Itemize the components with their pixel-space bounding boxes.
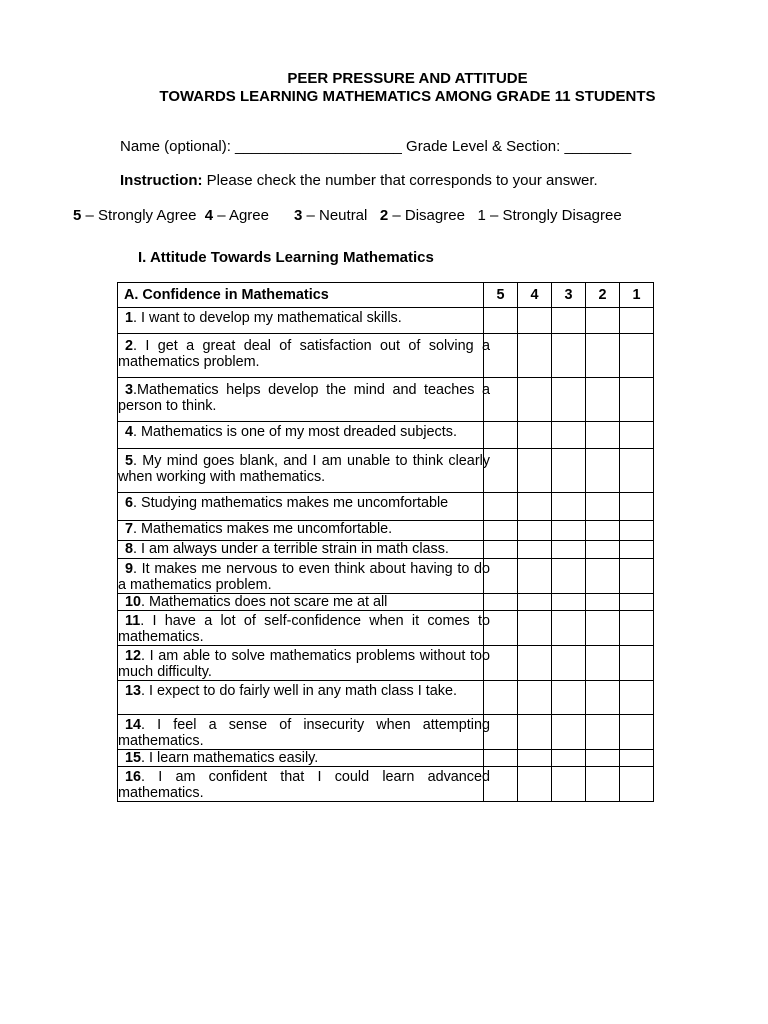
rating-checkbox-3[interactable] (552, 646, 586, 681)
rating-checkbox-1[interactable] (620, 308, 654, 334)
question-text: . I learn mathematics easily. (141, 750, 319, 766)
question-text: . It makes me nervous to even think about having to do a mathematics problem. (118, 561, 490, 593)
question-cell (118, 646, 490, 681)
rating-checkbox-2[interactable] (586, 493, 620, 521)
scale-5-num: 5 (73, 207, 82, 224)
rating-checkbox-2[interactable] (586, 750, 620, 767)
rating-checkbox-4[interactable] (518, 750, 552, 767)
question-cell (118, 449, 490, 493)
question-number: 9 (125, 561, 134, 577)
column-header-2: 2 (586, 283, 620, 308)
question-text: . I am able to solve mathematics problems without too much difficulty. (118, 648, 490, 680)
scale-4-num: 4 (204, 207, 214, 224)
page-title: PEER PRESSURE AND ATTITUDE (287, 70, 528, 87)
table-row (118, 422, 654, 449)
rating-checkbox-1[interactable] (620, 594, 654, 611)
question-text: .Mathematics helps develop the mind and teaches a person to think. (118, 382, 490, 414)
question-number: 1 (125, 310, 134, 326)
question-number: 13 (125, 683, 142, 699)
rating-checkbox-3[interactable] (552, 611, 586, 646)
question-text: . I get a great deal of satisfaction out of solving a mathematics problem. (118, 338, 490, 370)
page-subtitle: TOWARDS LEARNING MATHEMATICS AMONG GRADE 11 STUDENTS (159, 88, 656, 105)
rating-checkbox-4[interactable] (518, 422, 552, 449)
question-number: 14 (125, 717, 142, 733)
rating-checkbox-4[interactable] (518, 767, 552, 802)
rating-checkbox-5[interactable] (484, 681, 518, 715)
table-row (118, 767, 654, 802)
rating-checkbox-3[interactable] (552, 767, 586, 802)
rating-checkbox-3[interactable] (552, 493, 586, 521)
table-row (118, 449, 654, 493)
instruction-line (120, 172, 598, 189)
question-cell (118, 308, 484, 334)
question-number: 16 (125, 769, 142, 785)
question-text: . My mind goes blank, and I am unable to think clearly when working with mathematics. (118, 453, 490, 485)
question-number: 15 (125, 750, 142, 766)
questionnaire-table (117, 282, 654, 802)
question-text: . I am confident that I could learn advanced mathematics. (118, 769, 490, 801)
rating-checkbox-4[interactable] (518, 559, 552, 594)
scale-5-text: – Strongly Agree (81, 207, 205, 224)
question-number: 3 (125, 382, 134, 398)
rating-checkbox-2[interactable] (586, 681, 620, 715)
rating-checkbox-5[interactable] (484, 521, 518, 541)
question-cell (118, 715, 490, 750)
rating-checkbox-2[interactable] (586, 449, 620, 493)
question-cell (118, 334, 490, 378)
rating-checkbox-2[interactable] (586, 521, 620, 541)
rating-checkbox-1[interactable] (620, 541, 654, 559)
rating-checkbox-2[interactable] (586, 334, 620, 378)
rating-checkbox-1[interactable] (620, 681, 654, 715)
rating-checkbox-3[interactable] (552, 715, 586, 750)
table-header-category: A. Confidence in Mathematics (118, 283, 484, 308)
table-row (118, 521, 654, 541)
rating-checkbox-1[interactable] (620, 750, 654, 767)
rating-checkbox-5[interactable] (484, 493, 518, 521)
question-number: 6 (125, 495, 134, 511)
question-cell (118, 559, 490, 594)
rating-checkbox-2[interactable] (586, 646, 620, 681)
rating-checkbox-5[interactable] (484, 750, 518, 767)
table-row (118, 308, 654, 334)
rating-checkbox-3[interactable] (552, 559, 586, 594)
rating-checkbox-3[interactable] (552, 422, 586, 449)
question-number: 11 (125, 613, 141, 629)
question-number: 5 (125, 453, 134, 469)
column-header-3: 3 (552, 283, 586, 308)
scale-3-num: 3 (293, 207, 303, 224)
question-text: . I want to develop my mathematical skills. (133, 310, 402, 326)
rating-checkbox-4[interactable] (518, 334, 552, 378)
rating-checkbox-3[interactable] (552, 334, 586, 378)
rating-checkbox-4[interactable] (518, 521, 552, 541)
rating-checkbox-2[interactable] (586, 378, 620, 422)
rating-checkbox-1[interactable] (620, 422, 654, 449)
rating-checkbox-2[interactable] (586, 594, 620, 611)
rating-checkbox-4[interactable] (518, 541, 552, 559)
column-header-5: 5 (484, 283, 518, 308)
question-number: 7 (125, 521, 134, 537)
question-number: 8 (125, 541, 134, 557)
scale-1-text: 1 – Strongly Disagree (477, 207, 622, 224)
rating-checkbox-5[interactable] (484, 541, 518, 559)
rating-checkbox-5[interactable] (484, 422, 518, 449)
rating-checkbox-3[interactable] (552, 378, 586, 422)
question-text: . I expect to do fairly well in any math class I take. (141, 683, 457, 699)
question-text: . Studying mathematics makes me uncomfortable (133, 495, 449, 511)
rating-checkbox-4[interactable] (518, 681, 552, 715)
rating-checkbox-1[interactable] (620, 334, 654, 378)
table-header-row (118, 283, 654, 308)
table-row (118, 541, 654, 559)
rating-checkbox-1[interactable] (620, 559, 654, 594)
rating-checkbox-1[interactable] (620, 449, 654, 493)
question-text: . I feel a sense of insecurity when attempting mathematics. (118, 717, 490, 749)
name-and-grade-line: Name (optional): ____________________ Grade Level & Section: ________ (120, 138, 632, 155)
table-row (118, 715, 654, 750)
rating-checkbox-1[interactable] (620, 646, 654, 681)
rating-checkbox-4[interactable] (518, 611, 552, 646)
rating-checkbox-3[interactable] (552, 750, 586, 767)
question-number: 4 (125, 424, 134, 440)
rating-checkbox-2[interactable] (586, 541, 620, 559)
rating-checkbox-4[interactable] (518, 646, 552, 681)
rating-checkbox-2[interactable] (586, 308, 620, 334)
rating-checkbox-3[interactable] (552, 521, 586, 541)
column-header-1: 1 (620, 283, 654, 308)
scale-2-text: – Disagree (388, 207, 478, 224)
scale-3-text: – Neutral (302, 207, 380, 224)
rating-checkbox-4[interactable] (518, 715, 552, 750)
rating-checkbox-5[interactable] (484, 308, 518, 334)
rating-checkbox-2[interactable] (586, 611, 620, 646)
question-cell (118, 594, 484, 611)
question-cell (118, 611, 490, 646)
rating-checkbox-1[interactable] (620, 493, 654, 521)
question-text: . I am always under a terrible strain in math class. (133, 541, 449, 557)
table-row (118, 559, 654, 594)
question-cell (118, 493, 484, 521)
table-row (118, 646, 654, 681)
rating-checkbox-3[interactable] (552, 308, 586, 334)
question-number: 10 (125, 594, 142, 610)
rating-checkbox-5[interactable] (484, 594, 518, 611)
question-cell (118, 422, 484, 449)
rating-checkbox-4[interactable] (518, 594, 552, 611)
rating-checkbox-1[interactable] (620, 715, 654, 750)
question-cell (118, 541, 484, 559)
question-number: 2 (125, 338, 134, 354)
rating-checkbox-3[interactable] (552, 541, 586, 559)
table-row (118, 493, 654, 521)
table-row (118, 611, 654, 646)
question-cell (118, 681, 484, 715)
rating-checkbox-2[interactable] (586, 559, 620, 594)
scale-4-text: – Agree (213, 207, 294, 224)
rating-checkbox-3[interactable] (552, 594, 586, 611)
question-cell (118, 521, 484, 541)
question-text: . Mathematics does not scare me at all (141, 594, 388, 610)
rating-checkbox-3[interactable] (552, 449, 586, 493)
rating-checkbox-3[interactable] (552, 681, 586, 715)
question-cell (118, 750, 484, 767)
rating-checkbox-1[interactable] (620, 611, 654, 646)
rating-checkbox-2[interactable] (586, 715, 620, 750)
instruction-text: Please check the number that corresponds to your answer. (202, 172, 598, 189)
question-cell (118, 378, 490, 422)
rating-checkbox-4[interactable] (518, 493, 552, 521)
rating-checkbox-2[interactable] (586, 767, 620, 802)
question-number: 12 (125, 648, 142, 664)
table-row (118, 378, 654, 422)
table-row (118, 681, 654, 715)
rating-checkbox-2[interactable] (586, 422, 620, 449)
section-title: I. Attitude Towards Learning Mathematics (138, 249, 434, 266)
table-row (118, 750, 654, 767)
question-text: . Mathematics is one of my most dreaded subjects. (133, 424, 457, 440)
scale-2-num: 2 (379, 207, 389, 224)
rating-checkbox-1[interactable] (620, 378, 654, 422)
table-row (118, 334, 654, 378)
rating-checkbox-1[interactable] (620, 521, 654, 541)
instruction-label: Instruction: (120, 172, 203, 189)
rating-scale-legend (73, 207, 622, 224)
rating-checkbox-4[interactable] (518, 378, 552, 422)
column-header-4: 4 (518, 283, 552, 308)
table-row (118, 594, 654, 611)
rating-checkbox-1[interactable] (620, 767, 654, 802)
rating-checkbox-4[interactable] (518, 449, 552, 493)
question-cell (118, 767, 490, 802)
rating-checkbox-4[interactable] (518, 308, 552, 334)
question-text: . Mathematics makes me uncomfortable. (133, 521, 393, 537)
question-text: . I have a lot of self-confidence when it comes to mathematics. (118, 613, 490, 645)
